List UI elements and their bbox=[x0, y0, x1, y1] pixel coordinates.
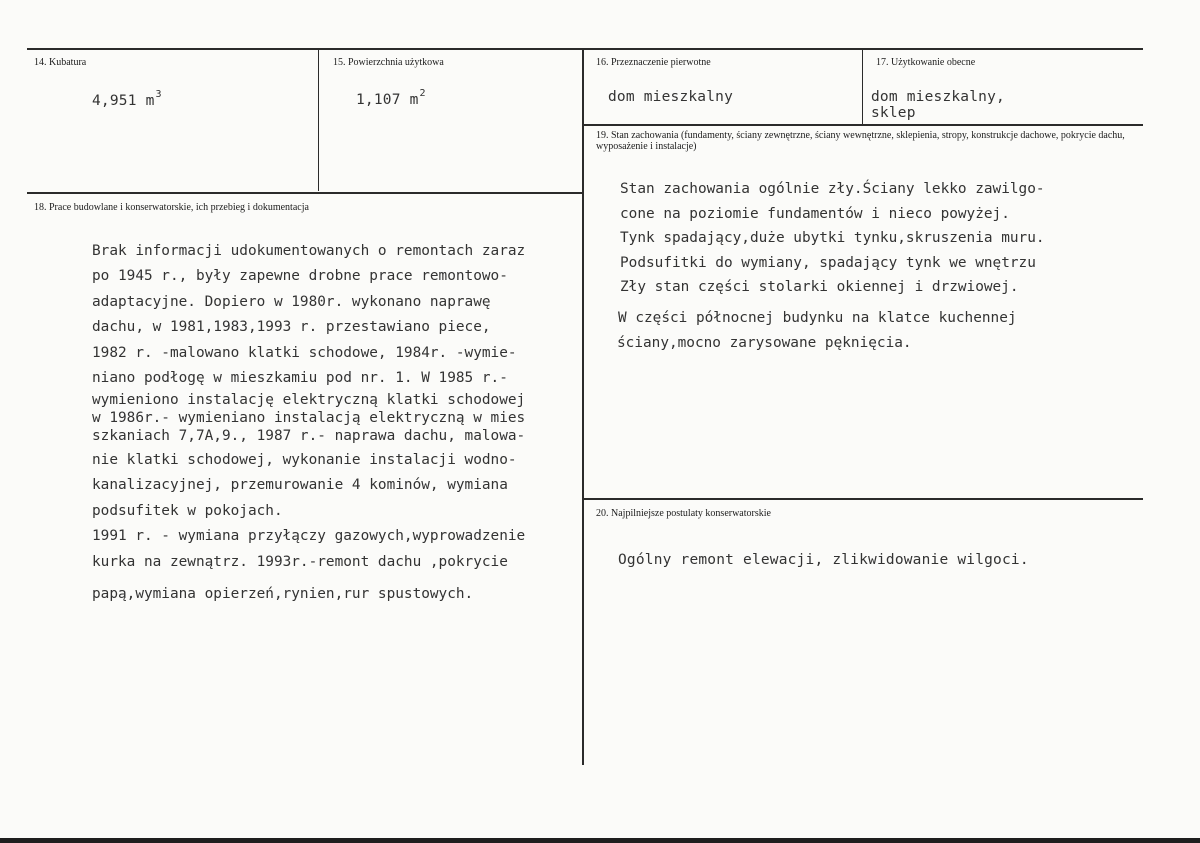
field-19-line: Podsufitki do wymiany, spadający tynk we wnętrzu bbox=[620, 254, 1036, 271]
col-divider-1 bbox=[318, 49, 319, 191]
field-18-line: papą,wymiana opierzeń,rynien,rur spustowych. bbox=[92, 585, 474, 602]
field-18-line: adaptacyjne. Dopiero w 1980r. wykonano naprawę bbox=[92, 293, 491, 310]
field-14-label: 14. Kubatura bbox=[34, 57, 87, 68]
row1-rule-left bbox=[27, 192, 582, 194]
field-17-value-line-2: sklep bbox=[871, 105, 916, 121]
field-14-value bbox=[92, 89, 162, 109]
field-20-label: 20. Najpilniejsze postulaty konserwatorskie bbox=[596, 508, 771, 519]
field-15-value bbox=[356, 88, 426, 108]
field-14-number: 4,951 m bbox=[92, 93, 155, 109]
field-18-line: niano podłogę w mieszkamiu pod nr. 1. W 1985 r.- bbox=[92, 370, 508, 387]
row2-rule-right bbox=[583, 498, 1143, 500]
field-19-line: cone na poziomie fundamentów i nieco powyżej. bbox=[620, 205, 1010, 222]
field-18-line: wymieniono instalację elektryczną klatki schodowej bbox=[92, 392, 526, 409]
field-16-label: 16. Przeznaczenie pierwotne bbox=[596, 57, 711, 68]
field-16-value: dom mieszkalny bbox=[608, 89, 734, 105]
field-18-line: Brak informacji udokumentowanych o remontach zaraz bbox=[92, 243, 526, 259]
field-18-text bbox=[92, 239, 525, 607]
field-15-label: 15. Powierzchnia użytkowa bbox=[333, 57, 444, 68]
field-18-label: 18. Prace budowlane i konserwatorskie, ich przebieg i dokumentacja bbox=[34, 202, 309, 213]
field-18-line: nie klatki schodowej, wykonanie instalacji wodno- bbox=[92, 452, 517, 469]
field-19-label: 19. Stan zachowania (fundamenty, ściany zewnętrzne, ściany wewnętrzne, sklepienia, stropy, konstrukcje dachowe, pokrycie dachu, wyposażenie i instalacje) bbox=[596, 130, 1125, 152]
field-19-line: Stan zachowania ogólnie zły.Ściany lekko zawilgo- bbox=[620, 181, 1045, 197]
field-19-line: ściany,mocno zarysowane pęknięcia. bbox=[617, 334, 912, 351]
field-15-number: 1,107 m bbox=[356, 92, 419, 108]
field-19-line: Zły stan części stolarki okiennej i drzwiowej. bbox=[620, 279, 1019, 295]
field-18-line: w 1986r.- wymieniano instalacją elektryczną w mies bbox=[92, 410, 526, 427]
field-18-line: dachu, w 1981,1983,1993 r. przestawiano piece, bbox=[92, 319, 491, 336]
field-19-text bbox=[617, 177, 1045, 355]
field-14-exponent: 3 bbox=[155, 89, 162, 100]
top-rule bbox=[27, 48, 1143, 50]
field-18-line: po 1945 r., były zapewne drobne prace remontowo- bbox=[92, 268, 508, 285]
field-17-label: 17. Użytkowanie obecne bbox=[876, 57, 976, 68]
field-19-line: Tynk spadający,duże ubytki tynku,skruszenia muru. bbox=[620, 230, 1045, 246]
col-divider-2 bbox=[582, 49, 584, 765]
field-20-value: Ogólny remont elewacji, zlikwidowanie wilgoci. bbox=[618, 552, 1029, 568]
field-18-line: szkaniach 7,7A,9., 1987 r.- naprawa dachu, malowa- bbox=[92, 428, 526, 445]
field-15-exponent: 2 bbox=[419, 88, 426, 99]
field-19-line: W części północnej budynku na klatce kuchennej bbox=[618, 310, 1017, 326]
field-18-line: kanalizacyjnej, przemurowanie 4 kominów, wymiana bbox=[92, 477, 508, 494]
field-17-value-line-1: dom mieszkalny, bbox=[871, 89, 1005, 105]
row1-rule-right bbox=[583, 124, 1143, 126]
field-18-line: podsufitek w pokojach. bbox=[92, 502, 283, 519]
field-18-line: 1982 r. -malowano klatki schodowe, 1984r. -wymie- bbox=[92, 344, 517, 361]
field-18-line: 1991 r. - wymiana przyłączy gazowych,wyprowadzenie bbox=[92, 528, 526, 545]
field-18-line: kurka na zewnątrz. 1993r.-remont dachu ,pokrycie bbox=[92, 553, 508, 570]
col-divider-3 bbox=[862, 49, 863, 125]
